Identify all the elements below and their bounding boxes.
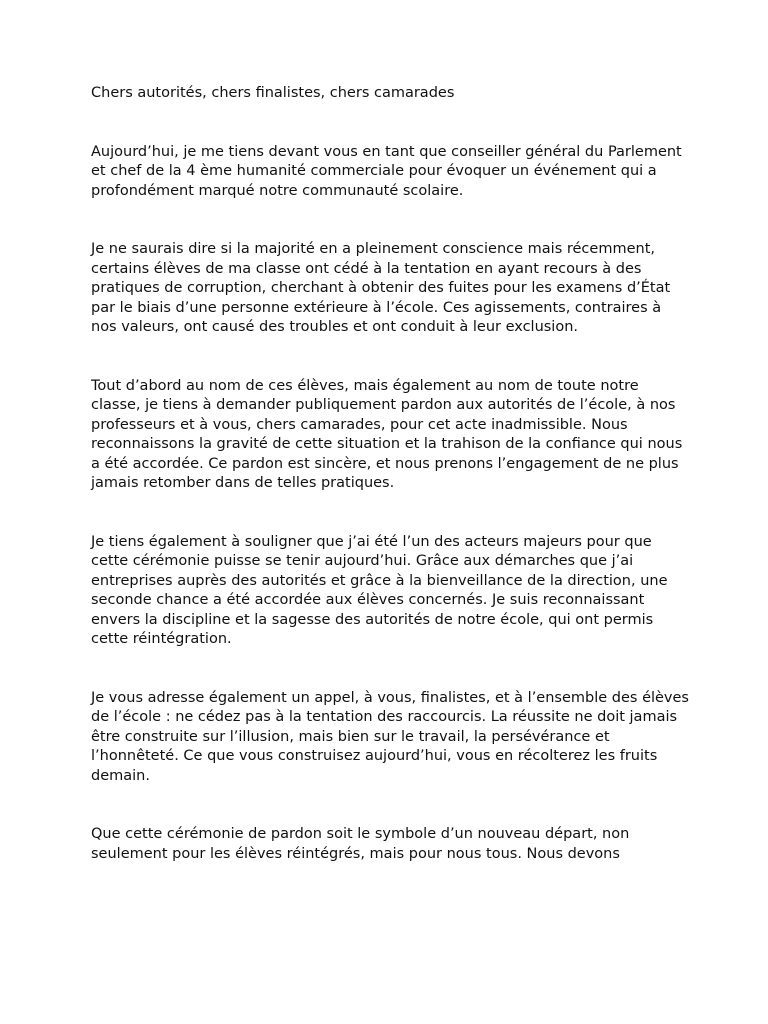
paragraph-context: Je ne saurais dire si la majorité en a pleinement conscience mais récemment, certains élèves de ma classe ont cédé à la tentation en ayant recours à des pratiques de corruption, cherchant à obtenir des fuites pour les examens d’État par le biais d’une personne extérieure à l’école. Ces agissements, contraires à nos valeurs, ont causé des troubles et ont conduit à leur exclusion. [91, 241, 671, 335]
salutation: Chers autorités, chers finalistes, chers camarades [91, 85, 455, 101]
paragraph-introduction: Aujourd’hui, je me tiens devant vous en tant que conseiller général du Parlement et chef de la 4 ème humanité commerciale pour évoquer un événement qui a profondément marqué notre communauté scolaire. [91, 143, 682, 199]
document-body [91, 84, 691, 903]
paragraph-closing: Que cette cérémonie de pardon soit le symbole d’un nouveau départ, non seulement pour les élèves réintégrés, mais pour nous tous. Nous devons [91, 826, 630, 862]
paragraph-apology: Tout d’abord au nom de ces élèves, mais également au nom de toute notre classe, je tiens à demander publiquement pardon aux autorités de l’école, à nos professeurs et à vous, chers camarades, pour cet acte inadmissible. Nous reconnaissons la gravité de cette situation et la trahison de la confiance qui nous a été accordée. Ce pardon est sincère, et nous prenons l’engagement de ne plus jamais retomber dans de telles pratiques. [91, 377, 683, 491]
paragraph-appeal: Je vous adresse également un appel, à vous, finalistes, et à l’ensemble des élèves de l’école : ne cédez pas à la tentation des raccourcis. La réussite ne doit jamais être construite sur l’illusion, mais bien sur le travail, la persévérance et l’honnêteté. Ce que vous construisez aujourd’hui, vous en récolterez les fruits demain. [91, 689, 689, 784]
paragraph-reintegration: Je tiens également à souligner que j’ai été l’un des acteurs majeurs pour que cette cérémonie puisse se tenir aujourd’hui. Grâce aux démarches que j’ai entreprises auprès des autorités et grâce à la bienveillance de la direction, une seconde chance a été accordée aux élèves concernés. Je suis reconnaissant envers la discipline et la sagesse des autorités de notre école, qui ont permis cette réintégration. [91, 533, 668, 647]
